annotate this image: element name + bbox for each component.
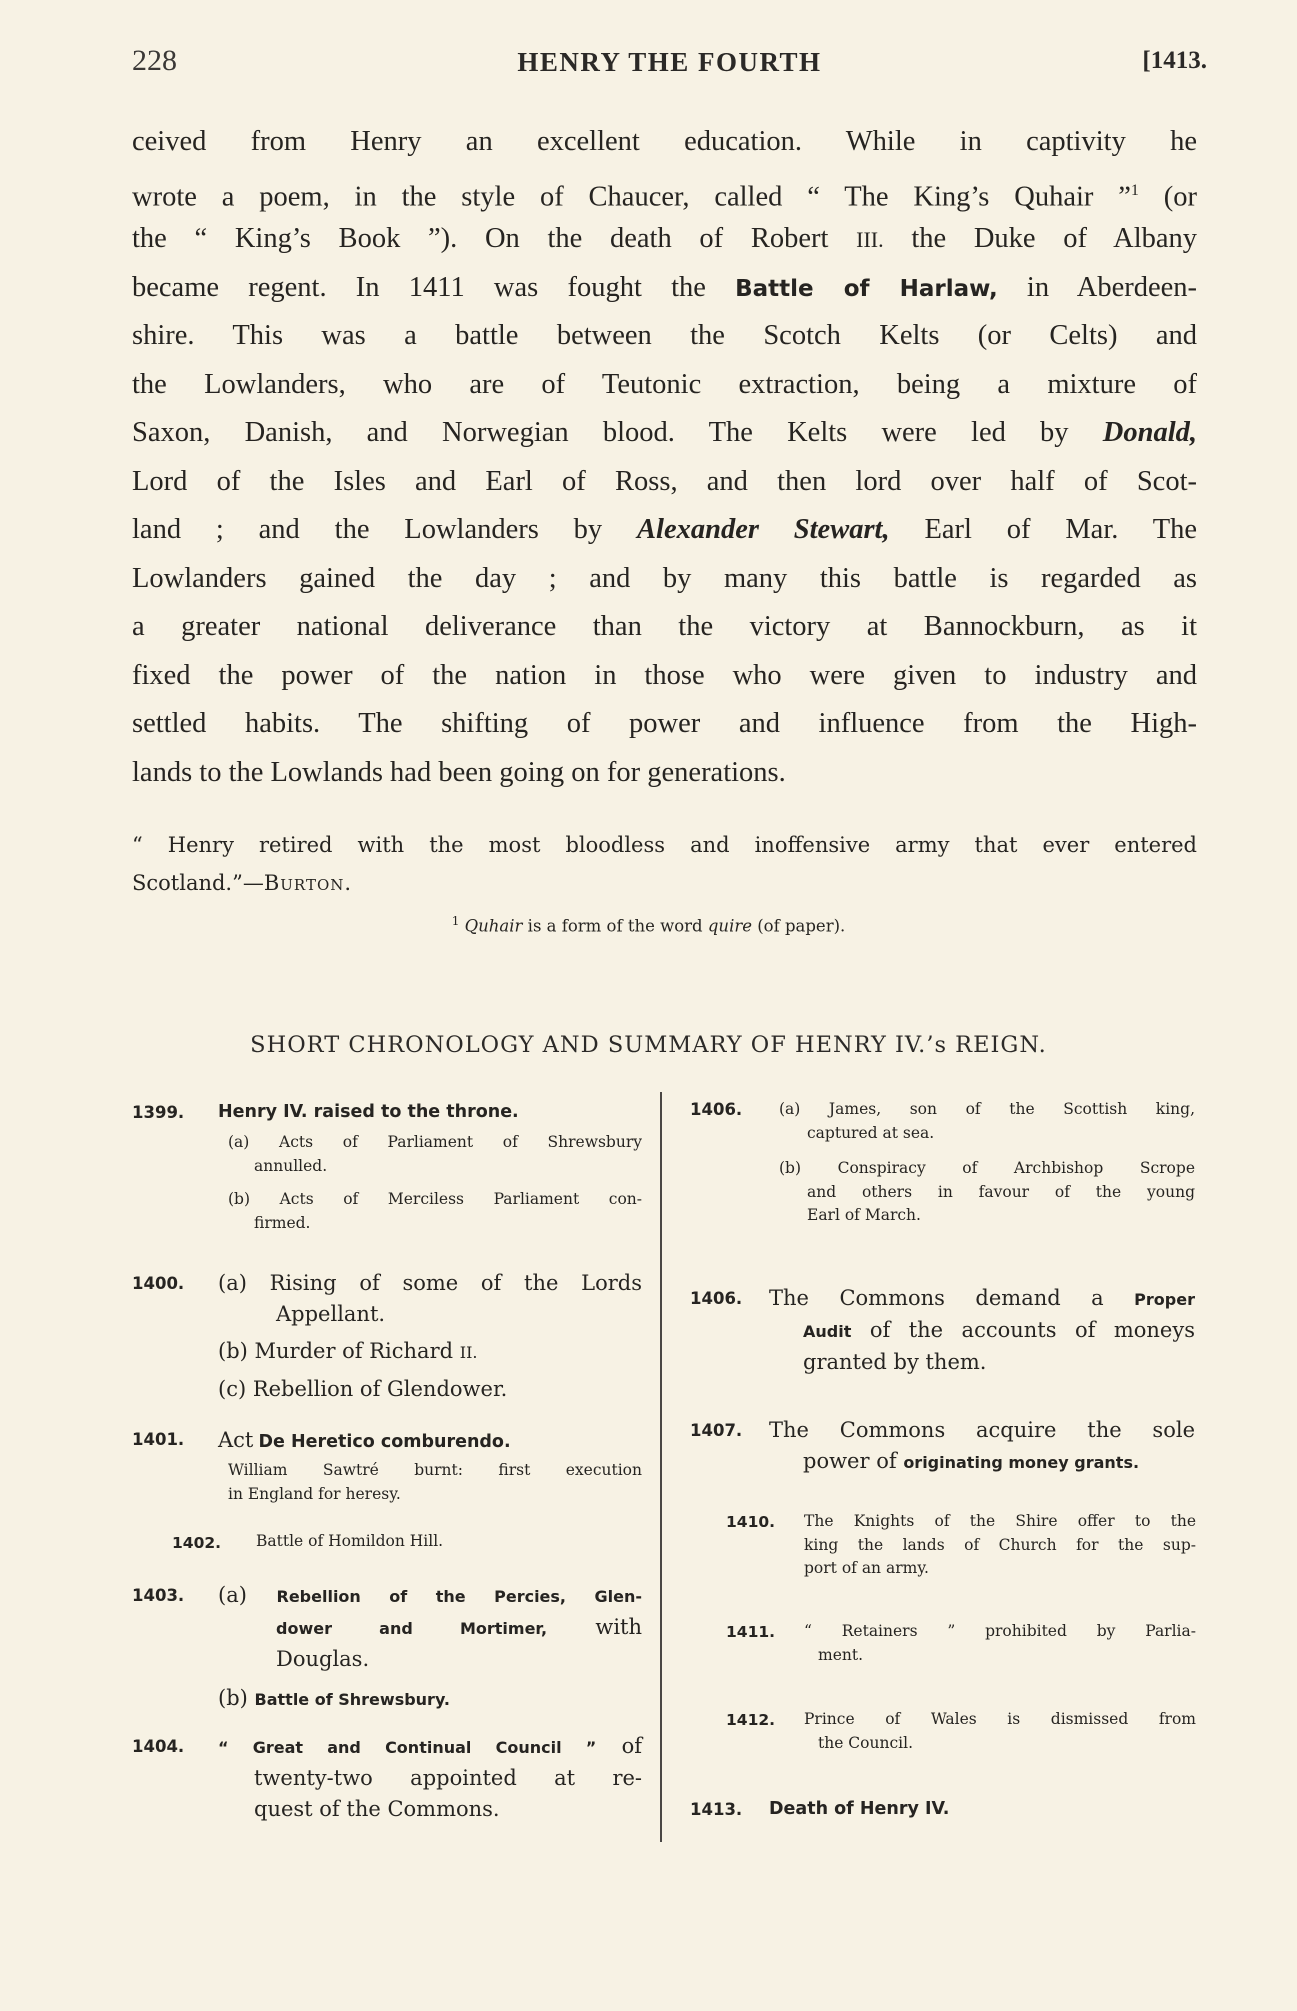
body-line: land ; and the Lowlanders by Alexander Stewart, Earl of Mar. The <box>132 514 1198 545</box>
entry-year: 1411. <box>726 1623 776 1641</box>
footnote-ref: 1 <box>1130 181 1139 199</box>
body-line: wrote a poem, in the style of Chaucer, called “ The King’s Quhair ”$^1$ (or <box>132 181 1197 212</box>
entry-year: 1399. <box>132 1103 185 1122</box>
book-page: 228 HENRY THE FOURTH [1413. ceived from Henry an excellent education. While in captivity he wrote a poem, in the style of Chaucer, called “ The King’s Quhair ”$^1$ (or the “ King’s Book ”). On the death of Robert III. the Duke of Albany became regent. In 1411 was fought the Battle of Harlaw, in Aberdeen- shire. This was a battle between the Scotch Kelts (or Celts) and the Lowlanders, who are of Teutonic extraction, being a mixture of Saxon, Danish, and Norwegian blood. The Kelts were led by Donald, Lord of the Isles and Earl of Ross, and then lord over half of Scot- land ; and the Lowlanders by Alexander Stewart, Earl of Mar. The Lowlanders gained the day ; and by many this battle is regarded as a greater national deliverance than the victory at Bannockburn, as it fixed the power of the nation in those who were given to industry and settled habits. The shifting of power and influence from the High- lands to the Lowlands had been going on for generations. “ Henry retired with the most bloodless and inoffensive army that ever entered Scotland.”—Burton. $^1$ Quhair is a form of the word quire (of paper). SHORT CHRONOLOGY AND SUMMARY OF HENRY IV.’s REIGN. 1399. Henry IV. raised to the throne. (a) Acts of Parliament of Shrewsbury annulled. (b) Acts of Merciless Parliament con- firmed. 1400. (a) Rising of some of the Lords Appellant. (b) Murder of Richard II. (c) Rebellion of Glendower. 1401. Act De Heretico comburendo. William Sawtré burnt: first execution in England for heresy. 1402. Battle of Homildon Hill. 1403. (a) Rebellion of the Percies, Glen- dower and Mortimer, with Douglas. (b) Battle of Shrewsbury. 1404. “ Great and Continual Council ” of twenty-two appointed at re- quest of the Commons. 1406. (a) James, son of the Scottish king, captured at sea. (b) Conspiracy of Archbishop Scrope and others in favour of the young Earl of March. 1406. The Commons demand a Proper Audit of the accounts of moneys granted by them. 1407. The Commons acquire the sole power of originating money grants. 1410. The Knights of the Shire offer to the king the lands of Church for the sup- port of an army. 1411. “ Retainers ” prohibited by Parlia- ment. 1412. Prince of Wales is dismissed from the Council. 1413. Death of Henry IV. <box>0 0 1297 2011</box>
footnote: $^1$ Quhair is a form of the word quire (of paper). <box>451 914 846 936</box>
body-line: lands to the Lowlands had been going on for generations. <box>132 756 786 788</box>
running-head <box>132 44 1207 84</box>
body-line: Lowlanders gained the day ; and by many this battle is regarded as <box>132 562 1197 594</box>
battle-of-harlaw: Battle of Harlaw, <box>735 275 998 302</box>
quote-line: Scotland.”—Burton. <box>132 871 353 895</box>
body-line: became regent. In 1411 was fought the Battle of Harlaw, in Aberdeen- <box>132 271 1197 303</box>
alexander-stewart-name: Alexander Stewart, <box>637 514 890 545</box>
footnote-marker: 1 <box>451 914 460 928</box>
running-title: HENRY THE FOURTH <box>517 47 822 77</box>
body-line: shire. This was a battle between the Scotch Kelts (or Celts) and <box>132 320 1197 351</box>
entry-year: 1400. <box>132 1274 185 1293</box>
quote-author: Burton. <box>263 871 353 895</box>
running-year: [1413. <box>1142 47 1207 74</box>
body-line: a greater national deliverance than the victory at Bannockburn, as it <box>132 611 1197 642</box>
entry-year: 1413. <box>690 1800 743 1819</box>
entry-year: 1406. <box>690 1100 743 1119</box>
chronology-title: SHORT CHRONOLOGY AND SUMMARY OF HENRY IV.’s REIGN. <box>250 1032 1047 1058</box>
body-line: fixed the power of the nation in those who were given to industry and <box>132 659 1197 691</box>
body-line: the Lowlanders, who are of Teutonic extraction, being a mixture of <box>132 368 1197 400</box>
entry-year: 1402. <box>172 1534 222 1552</box>
entry-year: 1407. <box>690 1421 743 1440</box>
entry-year: 1412. <box>726 1711 776 1729</box>
entry-year: 1410. <box>726 1513 776 1531</box>
entry-year: 1401. <box>132 1430 185 1449</box>
entry-year: 1404. <box>132 1737 185 1756</box>
body-line: Saxon, Danish, and Norwegian blood. The Kelts were led by Donald, <box>132 417 1198 448</box>
body-line: Lord of the Isles and Earl of Ross, and then lord over half of Scot- <box>132 465 1197 497</box>
donald-name: Donald, <box>1102 417 1198 448</box>
quote-line: “ Henry retired with the most bloodless and inoffensive army that ever entered <box>132 833 1197 857</box>
column-divider <box>660 1092 662 1842</box>
entry-year: 1406. <box>690 1289 743 1308</box>
body-paragraph <box>132 118 1197 797</box>
entry-heading: Death of Henry IV. <box>769 1799 950 1819</box>
page-number: 228 <box>132 44 177 77</box>
body-line: settled habits. The shifting of power and influence from the High- <box>132 708 1197 739</box>
entry-heading: Henry IV. raised to the throne. <box>218 1102 519 1122</box>
burton-quote <box>132 826 1197 902</box>
body-line: ceived from Henry an excellent education. While in captivity he <box>132 126 1197 157</box>
body-line: the “ King’s Book ”). On the death of Robert III. the Duke of Albany <box>132 223 1198 254</box>
entry-year: 1403. <box>132 1586 185 1605</box>
